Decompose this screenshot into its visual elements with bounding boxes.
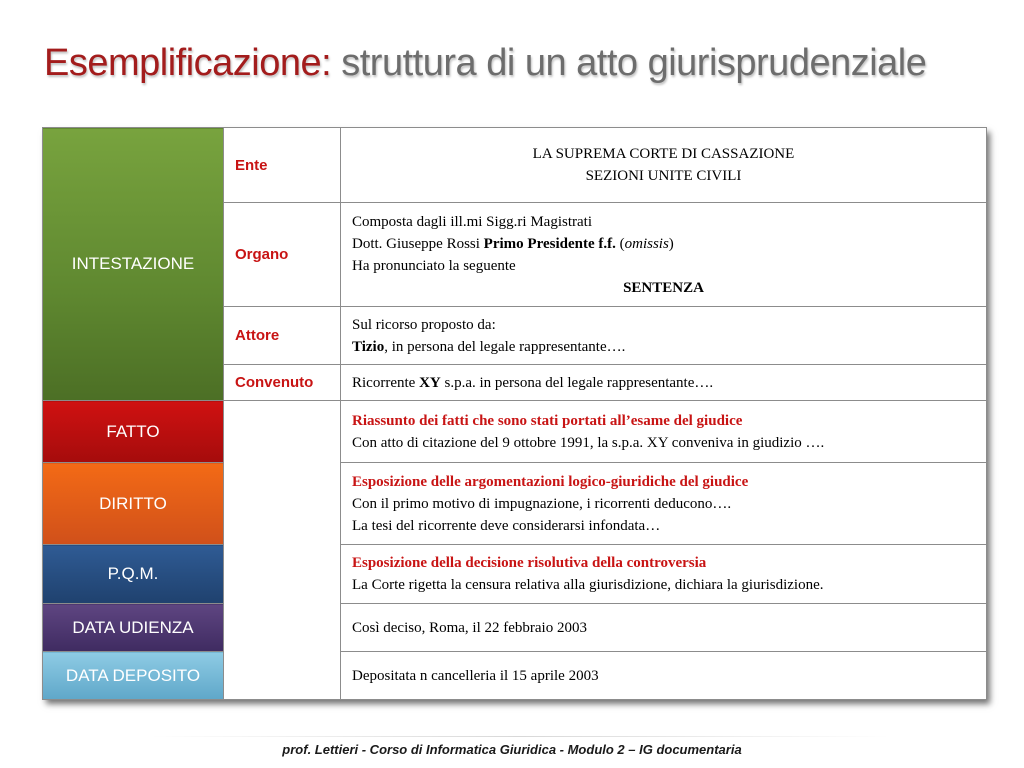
organo-paren-close: ) [668,235,674,252]
organo-paren-open: ( [615,235,625,252]
organo-line2-italic: omissis [624,235,669,252]
attore-line1: Sul ricorso proposto da: [352,316,496,333]
section-intestazione: INTESTAZIONE [43,128,224,401]
row-data-deposito [43,652,987,700]
attore-line2-bold: Tizio [352,338,385,355]
convenuto-bold: XY [419,374,441,391]
ente-line2: SEZIONI UNITE CIVILI [585,168,742,184]
title-sub: struttura di un atto giurisprudenziale [341,42,927,84]
attore-line2 [352,336,975,358]
row-data-udienza [43,604,987,652]
content-attore [341,307,987,365]
organo-sentenza: SENTENZA [623,279,704,296]
content-data-udienza: Così deciso, Roma, il 22 febbraio 2003 [341,604,987,652]
section-data-deposito: DATA DEPOSITO [43,652,224,700]
title-main: Esemplificazione: [44,42,332,84]
organo-line1: Composta dagli ill.mi Sigg.ri Magistrati [352,213,592,230]
content-fatto [341,401,987,463]
label-convenuto: Convenuto [224,365,341,401]
organo-line3: Ha pronunciato la seguente [352,257,516,274]
footer-divider [150,736,890,737]
slide-title [44,42,926,85]
fatto-heading: Riassunto dei fatti che sono stati portati all’esame del giudice [352,412,743,429]
label-organo: Organo [224,203,341,307]
content-diritto [341,463,987,545]
label-ente: Ente [224,128,341,203]
row-diritto [43,463,987,545]
section-diritto: DIRITTO [43,463,224,545]
fatto-line1: Con atto di citazione del 9 ottobre 1991, la s.p.a. XY conveniva in giudizio …. [352,434,825,451]
structure-table [42,127,987,700]
organo-line2-bold: Primo Presidente f.f. [483,235,616,252]
section-pqm: P.Q.M. [43,545,224,604]
row-fatto [43,401,987,463]
ente-line1: LA SUPREMA CORTE DI CASSAZIONE [532,146,795,162]
pqm-heading: Esposizione della decisione risolutiva della controversia [352,555,707,571]
row-ente [43,128,987,203]
organo-line2-pre: Dott. Giuseppe Rossi [352,235,484,252]
diritto-line1: Con il primo motivo di impugnazione, i ricorrenti deducono…. [352,495,732,512]
content-organo [341,203,987,307]
diritto-line2: La tesi del ricorrente deve considerarsi infondata… [352,517,661,534]
content-ente [341,128,987,203]
convenuto-rest: s.p.a. in persona del legale rappresentante…. [440,374,714,391]
empty-label-column [224,401,341,700]
content-convenuto [341,365,987,401]
section-fatto: FATTO [43,401,224,463]
diritto-heading: Esposizione delle argomentazioni logico-giuridiche del giudice [352,473,749,490]
attore-line2-rest: , in persona del legale rappresentante…. [384,338,626,355]
content-pqm [341,545,987,604]
label-attore: Attore [224,307,341,365]
section-data-udienza: DATA UDIENZA [43,604,224,652]
content-data-deposito: Depositata n cancelleria il 15 aprile 2003 [341,652,987,700]
footer-text: prof. Lettieri - Corso di Informatica Giuridica - Modulo 2 – IG documentaria [282,742,742,757]
pqm-line1: La Corte rigetta la censura relativa alla giurisdizione, dichiara la giurisdizione. [352,577,824,593]
row-pqm [43,545,987,604]
organo-line2 [352,233,975,255]
convenuto-pre: Ricorrente [352,374,420,391]
